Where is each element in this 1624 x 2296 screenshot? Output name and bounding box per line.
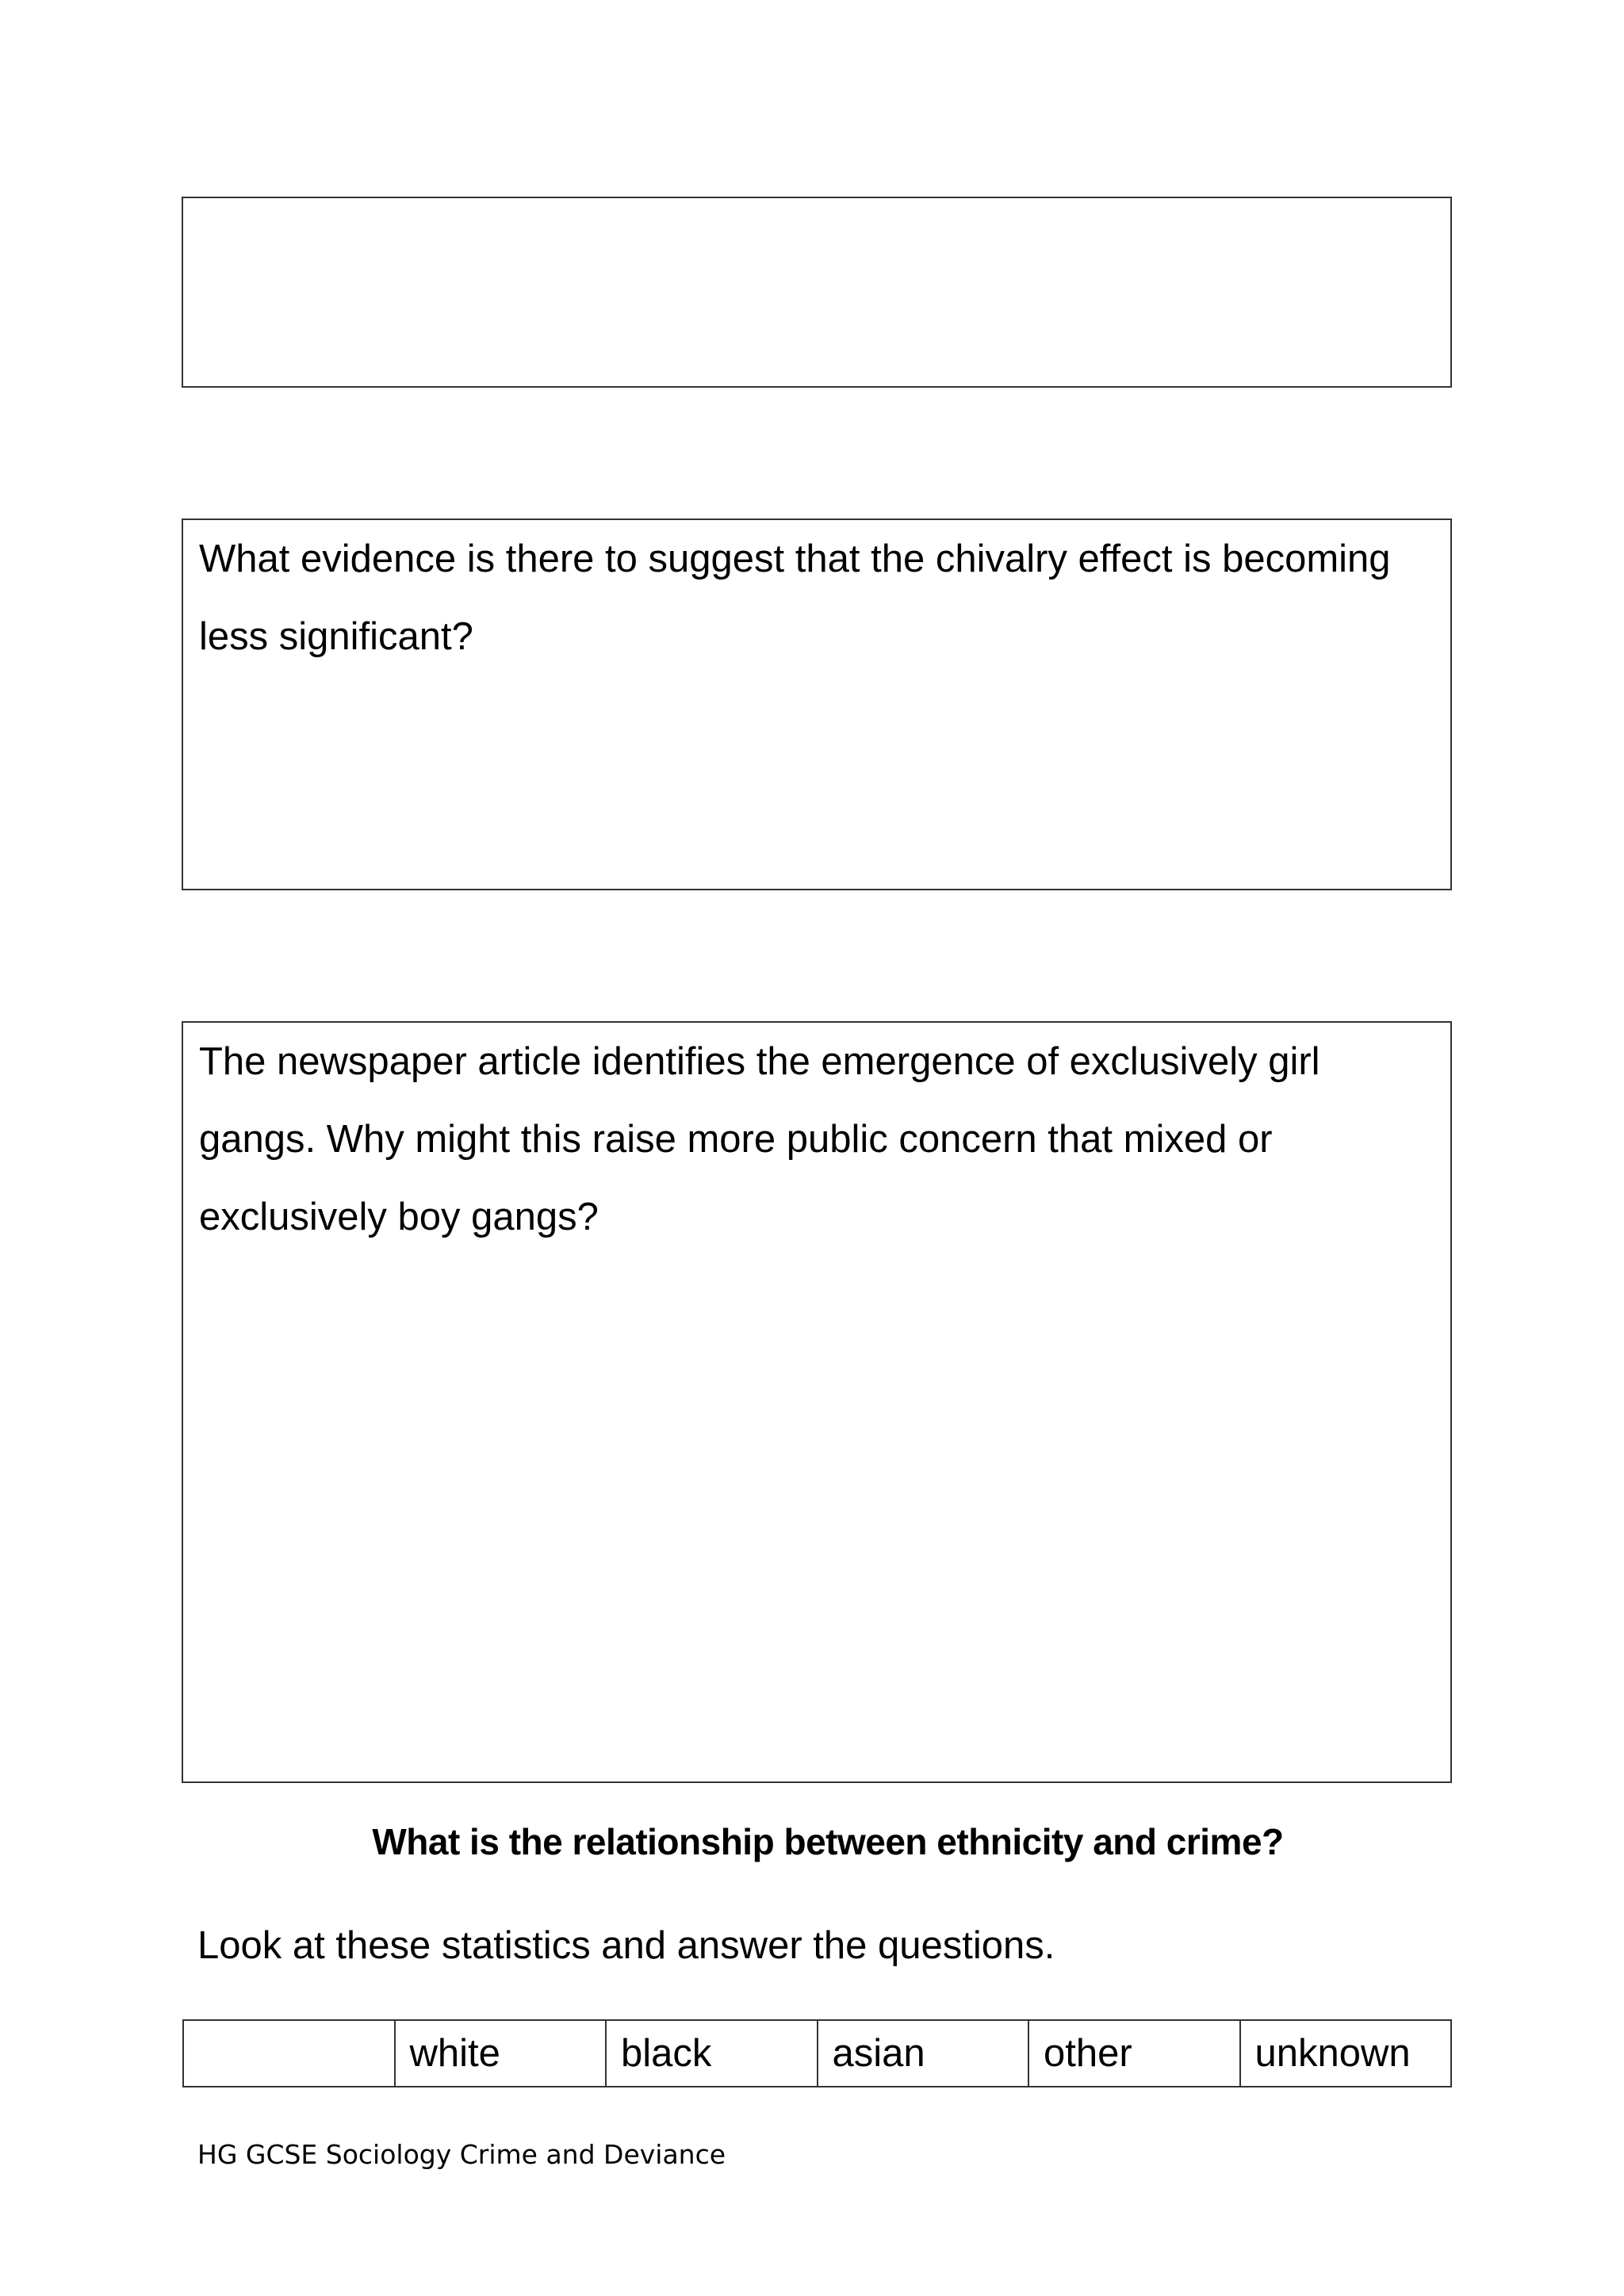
ethnicity-statistics-table bbox=[182, 2019, 1452, 2087]
question-box-chivalry[interactable] bbox=[182, 519, 1452, 890]
question-chivalry-text: What evidence is there to suggest that the chivalry effect is becoming less significant? bbox=[199, 538, 1391, 658]
question-box-girl-gangs[interactable] bbox=[182, 1021, 1452, 1783]
table-header-cell[interactable]: black bbox=[606, 2020, 818, 2087]
table-header-cell[interactable]: white bbox=[395, 2020, 607, 2087]
answer-box-empty[interactable] bbox=[182, 197, 1452, 388]
table-header-cell[interactable]: asian bbox=[818, 2020, 1029, 2087]
page-footer: HG GCSE Sociology Crime and Deviance bbox=[197, 2139, 726, 2170]
section-instruction: Look at these statistics and answer the questions. bbox=[197, 1924, 1055, 1967]
question-girl-gangs-text: The newspaper article identifies the emergence of exclusively girl gangs. Why might this raise more public concern that mixed or exclusively boy gangs? bbox=[199, 1040, 1320, 1238]
table-header-cell[interactable]: other bbox=[1028, 2020, 1240, 2087]
table-header-cell[interactable] bbox=[183, 2020, 395, 2087]
table-header-cell[interactable]: unknown bbox=[1240, 2020, 1452, 2087]
section-heading: What is the relationship between ethnicity and crime? bbox=[372, 1821, 1284, 1862]
table-header-row bbox=[183, 2020, 1451, 2087]
